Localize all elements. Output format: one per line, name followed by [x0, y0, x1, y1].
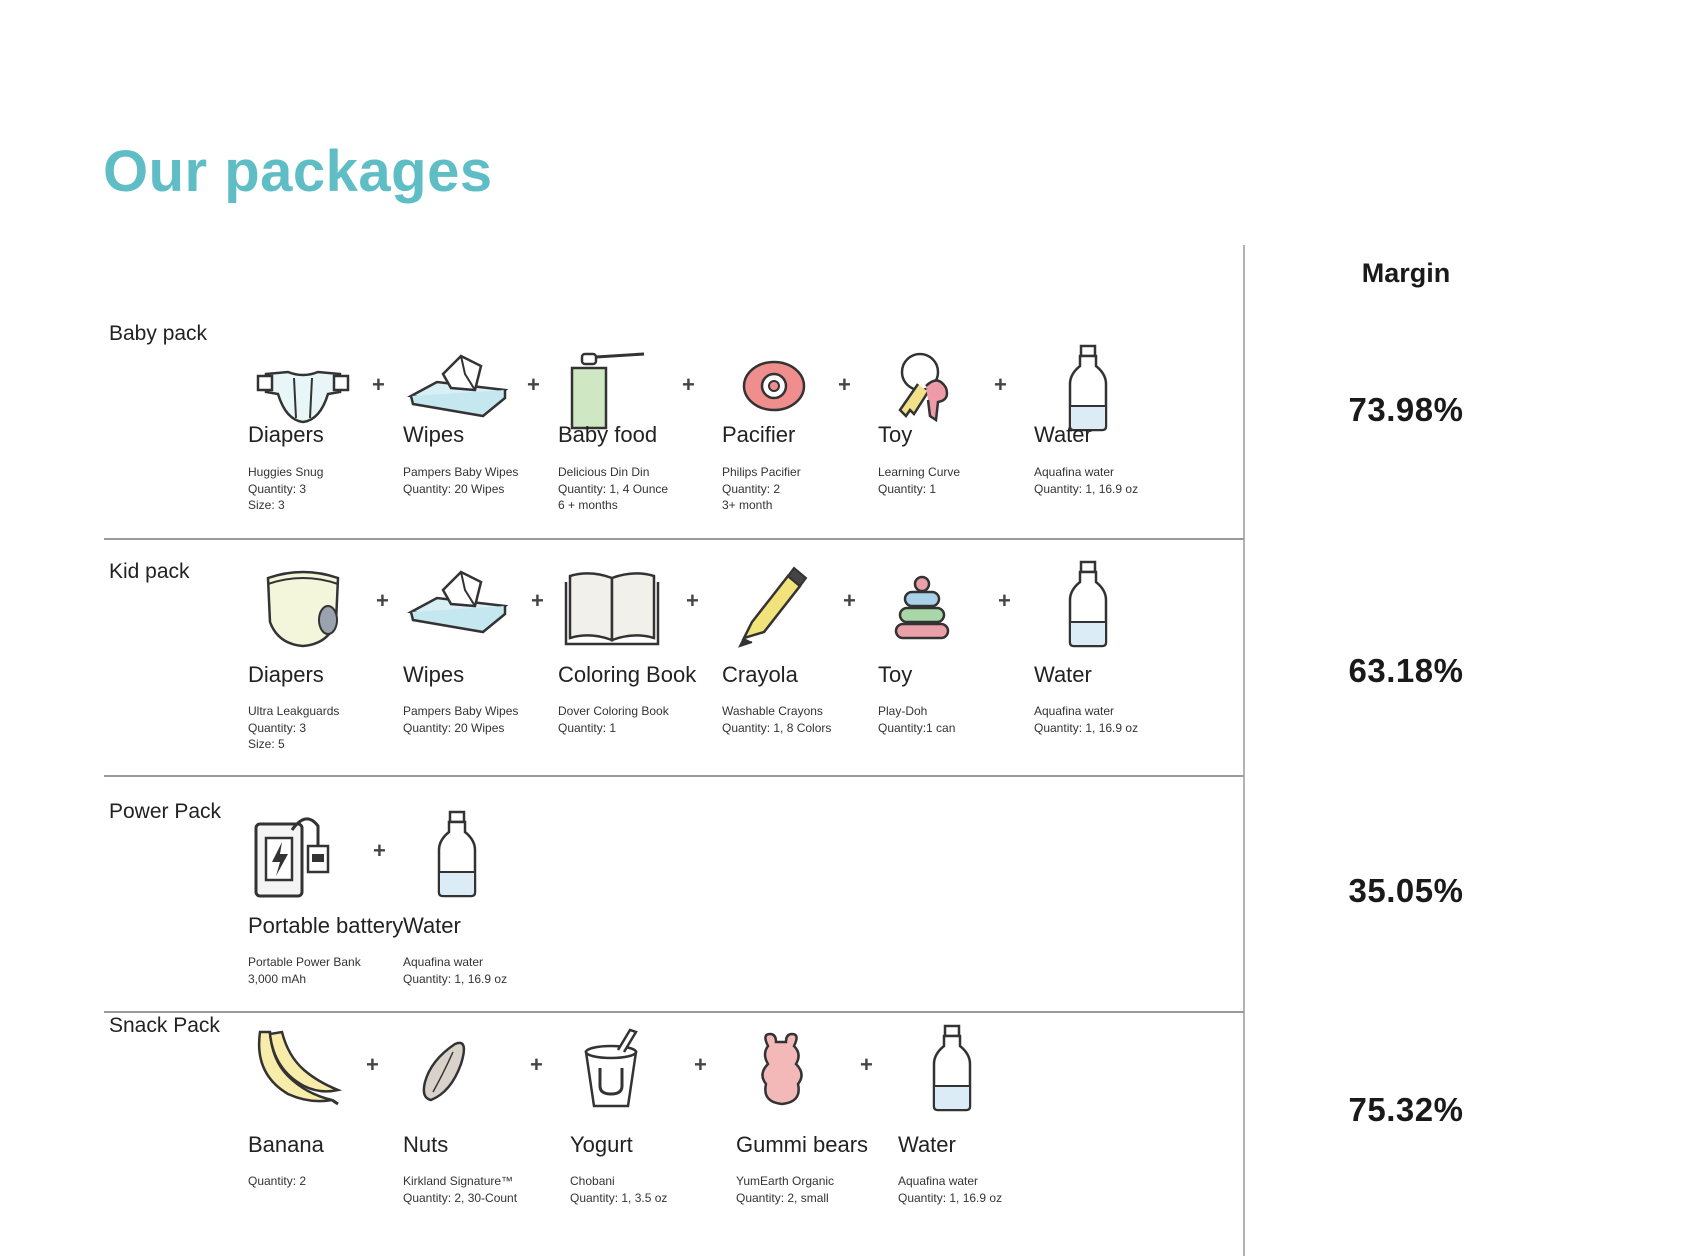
item-detail: Huggies Snug	[248, 465, 324, 479]
nut-icon	[403, 1024, 513, 1114]
item-name: Toy	[878, 422, 913, 447]
item-detail: Quantity: 1, 16.9 oz	[898, 1190, 1003, 1205]
item-name: Nuts	[403, 1132, 449, 1157]
book-icon	[558, 560, 668, 650]
water-bottle-icon	[1034, 560, 1144, 650]
diaper-pants-icon	[248, 560, 358, 650]
gummy-bear-icon	[736, 1024, 846, 1114]
item-detail: Ultra Leakguards	[248, 704, 340, 718]
plus-sign: +	[376, 588, 389, 613]
item-detail: Aquafina water	[898, 1174, 979, 1188]
item-detail: Aquafina water	[403, 955, 484, 969]
plus-sign: +	[686, 588, 699, 613]
keys-toy-icon	[878, 344, 988, 434]
plus-sign: +	[530, 1052, 543, 1077]
plus-sign: +	[694, 1052, 707, 1077]
item-detail: Kirkland Signature™	[403, 1174, 514, 1188]
item-name: Portable battery	[248, 913, 404, 938]
margin-column-divider	[1243, 245, 1245, 1256]
item-name: Wipes	[403, 422, 465, 447]
plus-sign: +	[372, 372, 385, 397]
item-detail: Quantity: 1	[878, 481, 937, 496]
item-detail: Quantity: 2, 30-Count	[403, 1190, 518, 1205]
item-detail: Washable Crayons	[722, 704, 823, 718]
diaper-icon	[248, 344, 358, 434]
baby-food-icon	[558, 344, 668, 434]
battery-icon	[248, 810, 358, 900]
row-divider	[104, 538, 1244, 540]
item-name: Banana	[248, 1132, 324, 1157]
item-detail: Delicious Din Din	[558, 465, 650, 479]
item-detail: Quantity: 1, 16.9 oz	[403, 971, 508, 986]
item-detail: Pampers Baby Wipes	[403, 704, 519, 718]
plus-sign: +	[373, 838, 386, 863]
plus-sign: +	[860, 1052, 873, 1077]
item-detail: Quantity: 1, 3.5 oz	[570, 1190, 668, 1205]
item-detail: Quantity: 3	[248, 481, 307, 496]
item-detail: Quantity: 20 Wipes	[403, 481, 505, 496]
item-detail: Quantity: 1, 16.9 oz	[1034, 481, 1139, 496]
crayon-icon	[722, 560, 832, 650]
item-detail: Quantity: 2, small	[736, 1190, 829, 1205]
plus-sign: +	[366, 1052, 379, 1077]
water-bottle-icon	[1034, 344, 1144, 434]
pacifier-icon	[722, 344, 832, 434]
item-detail: Quantity: 2	[722, 481, 781, 496]
item-name: Diapers	[248, 422, 324, 447]
item-detail: Quantity: 1	[558, 720, 617, 735]
item-detail: Quantity: 1, 16.9 oz	[1034, 720, 1139, 735]
plus-sign: +	[994, 372, 1007, 397]
margin-value-power-pack: 35.05%	[1348, 872, 1464, 909]
item-detail: Dover Coloring Book	[558, 704, 669, 718]
item-detail: 3,000 mAh	[248, 971, 307, 986]
item-detail: Play-Doh	[878, 704, 928, 718]
wipes-icon	[403, 560, 513, 650]
item-detail: Size: 3	[248, 498, 285, 512]
item-detail: Aquafina water	[1034, 465, 1115, 479]
yogurt-icon	[570, 1024, 680, 1114]
item-name: Diapers	[248, 662, 324, 687]
item-name: Crayola	[722, 662, 798, 687]
item-detail: Pampers Baby Wipes	[403, 465, 519, 479]
stacking-toy-icon	[878, 560, 988, 650]
item-detail: Quantity: 1, 8 Colors	[722, 720, 832, 735]
plus-sign: +	[531, 588, 544, 613]
item-name: Gummi bears	[736, 1132, 869, 1157]
item-name: Yogurt	[570, 1132, 633, 1157]
item-name: Water	[898, 1132, 956, 1157]
margin-value-kid-pack: 63.18%	[1348, 652, 1464, 689]
item-detail: 6 + months	[558, 498, 618, 512]
plus-sign: +	[998, 588, 1011, 613]
plus-sign: +	[682, 372, 695, 397]
wipes-icon	[403, 344, 513, 434]
row-divider	[104, 1011, 1244, 1013]
water-bottle-icon	[403, 810, 513, 900]
margin-header: Margin	[1361, 258, 1451, 288]
item-name: Pacifier	[722, 422, 796, 447]
package-label: Kid pack	[109, 560, 190, 583]
item-detail: YumEarth Organic	[736, 1174, 835, 1188]
item-detail: Portable Power Bank	[248, 955, 361, 969]
plus-sign: +	[527, 372, 540, 397]
margin-value-baby-pack: 73.98%	[1348, 391, 1464, 428]
plus-sign: +	[838, 372, 851, 397]
item-name: Toy	[878, 662, 913, 687]
margin-value-snack-pack: 75.32%	[1348, 1091, 1464, 1128]
item-name: Water	[1034, 662, 1092, 687]
package-label: Power Pack	[109, 800, 222, 823]
banana-icon	[248, 1024, 358, 1114]
row-divider	[104, 775, 1244, 777]
item-detail: Learning Curve	[878, 465, 961, 479]
item-detail: Quantity: 1, 4 Ounce	[558, 481, 669, 496]
package-label: Baby pack	[109, 322, 208, 345]
item-name: Water	[403, 913, 461, 938]
water-bottle-icon	[898, 1024, 1008, 1114]
item-detail: Size: 5	[248, 737, 285, 751]
item-detail: Quantity:1 can	[878, 720, 956, 735]
item-detail: Quantity: 20 Wipes	[403, 720, 505, 735]
item-detail: 3+ month	[722, 498, 773, 512]
package-label: Snack Pack	[109, 1014, 220, 1037]
plus-sign: +	[843, 588, 856, 613]
item-name: Water	[1034, 422, 1092, 447]
item-name: Coloring Book	[558, 662, 697, 687]
item-name: Baby food	[558, 422, 658, 447]
page-title: Our packages	[103, 139, 493, 204]
item-detail: Quantity: 2	[248, 1174, 307, 1188]
item-detail: Aquafina water	[1034, 704, 1115, 718]
item-detail: Quantity: 3	[248, 720, 307, 735]
item-detail: Philips Pacifier	[722, 465, 801, 479]
item-detail: Chobani	[570, 1174, 615, 1188]
item-name: Wipes	[403, 662, 465, 687]
